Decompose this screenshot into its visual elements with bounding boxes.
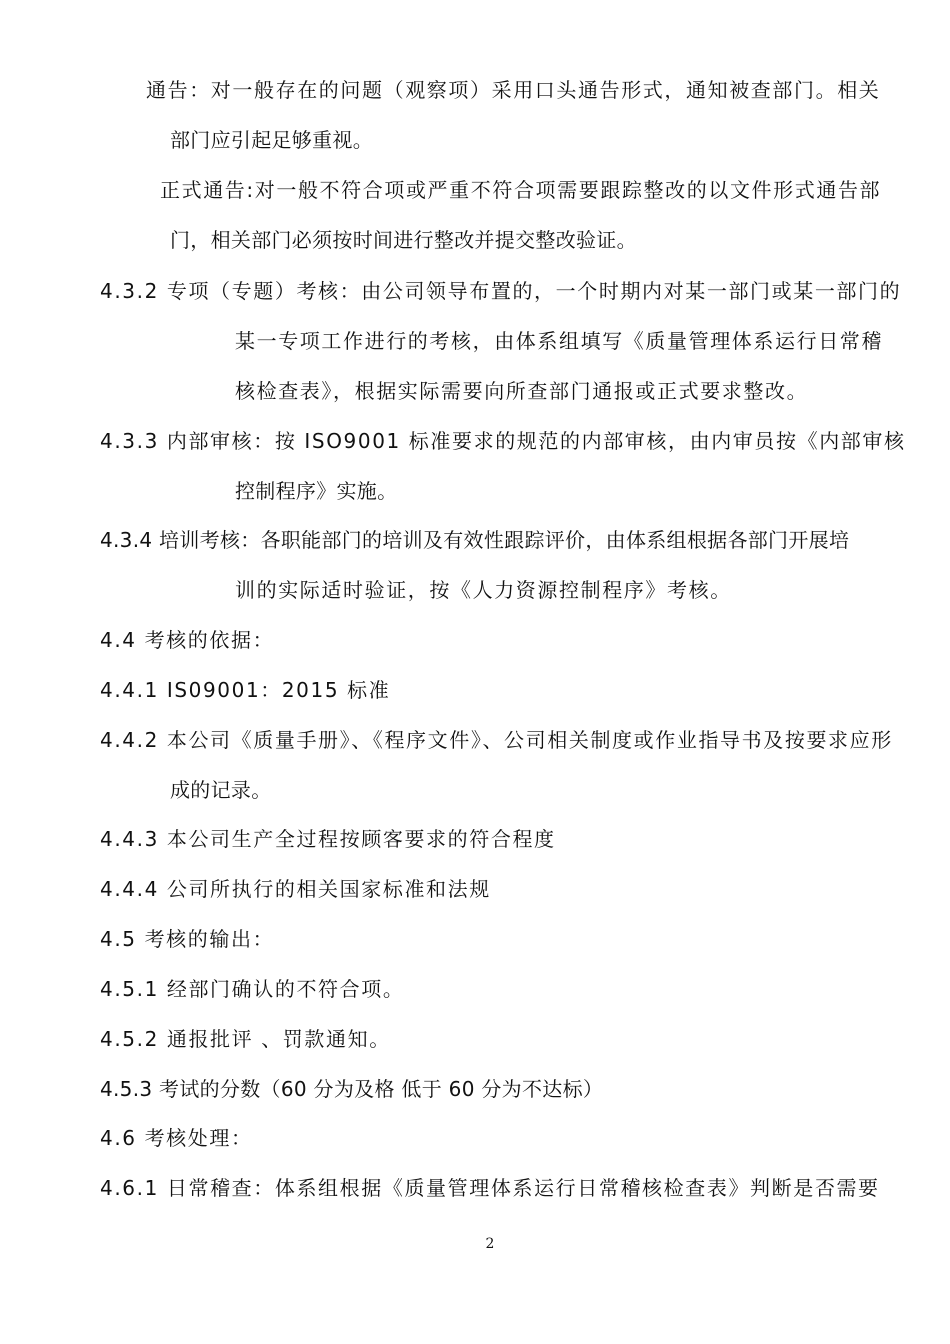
section-4-5-2: 4.5.2 通报批评 、罚款通知。 xyxy=(100,1027,391,1051)
section-4-5-heading: 4.5 考核的输出： xyxy=(100,927,275,951)
paragraph-line: 某一专项工作进行的考核，由体系组填写《质量管理体系运行日常稽 xyxy=(235,329,883,353)
paragraph-line: 成的记录。 xyxy=(170,778,272,802)
section-4-5-3: 4.5.3 考试的分数（60 分为及格 低于 60 分为不达标） xyxy=(100,1077,604,1101)
section-4-6-heading: 4.6 考核处理： xyxy=(100,1126,253,1150)
section-4-3-3: 4.3.3 内部审核：按 ISO9001 标准要求的规范的内部审核，由内审员按《内部审核 xyxy=(100,429,906,453)
paragraph-line: 部门应引起足够重视。 xyxy=(170,128,373,152)
section-4-4-1: 4.4.1 IS09001：2015 标准 xyxy=(100,678,391,702)
paragraph-line: 门，相关部门必须按时间进行整改并提交整改验证。 xyxy=(170,228,637,252)
paragraph-line: 控制程序》实施。 xyxy=(235,479,398,503)
section-4-3-2: 4.3.2 专项（专题）考核：由公司领导布置的，一个时期内对某一部门或某一部门的 xyxy=(100,279,902,303)
section-4-6-1: 4.6.1 日常稽查：体系组根据《质量管理体系运行日常稽核检查表》判断是否需要 xyxy=(100,1176,880,1200)
section-4-3-4: 4.3.4 培训考核：各职能部门的培训及有效性跟踪评价，由体系组根据各部门开展培 xyxy=(100,528,850,552)
paragraph-line: 核检查表》，根据实际需要向所查部门通报或正式要求整改。 xyxy=(235,379,809,403)
section-4-5-1: 4.5.1 经部门确认的不符合项。 xyxy=(100,977,405,1001)
section-4-4-heading: 4.4 考核的依据： xyxy=(100,628,275,652)
paragraph-line: 训的实际适时验证，按《人力资源控制程序》考核。 xyxy=(235,578,732,602)
section-4-4-3: 4.4.3 本公司生产全过程按顾客要求的符合程度 xyxy=(100,827,556,851)
section-4-4-4: 4.4.4 公司所执行的相关国家标准和法规 xyxy=(100,877,491,901)
section-4-4-2: 4.4.2 本公司《质量手册》、《程序文件》、公司相关制度或作业指导书及按要求应形 xyxy=(100,728,893,752)
paragraph-line: 通告：对一般存在的问题（观察项）采用口头通告形式，通知被查部门。相关 xyxy=(146,78,881,102)
paragraph-line: 正式通告:对一般不符合项或严重不符合项需要跟踪整改的以文件形式通告部 xyxy=(160,178,882,202)
page-number: 2 xyxy=(485,1236,495,1252)
